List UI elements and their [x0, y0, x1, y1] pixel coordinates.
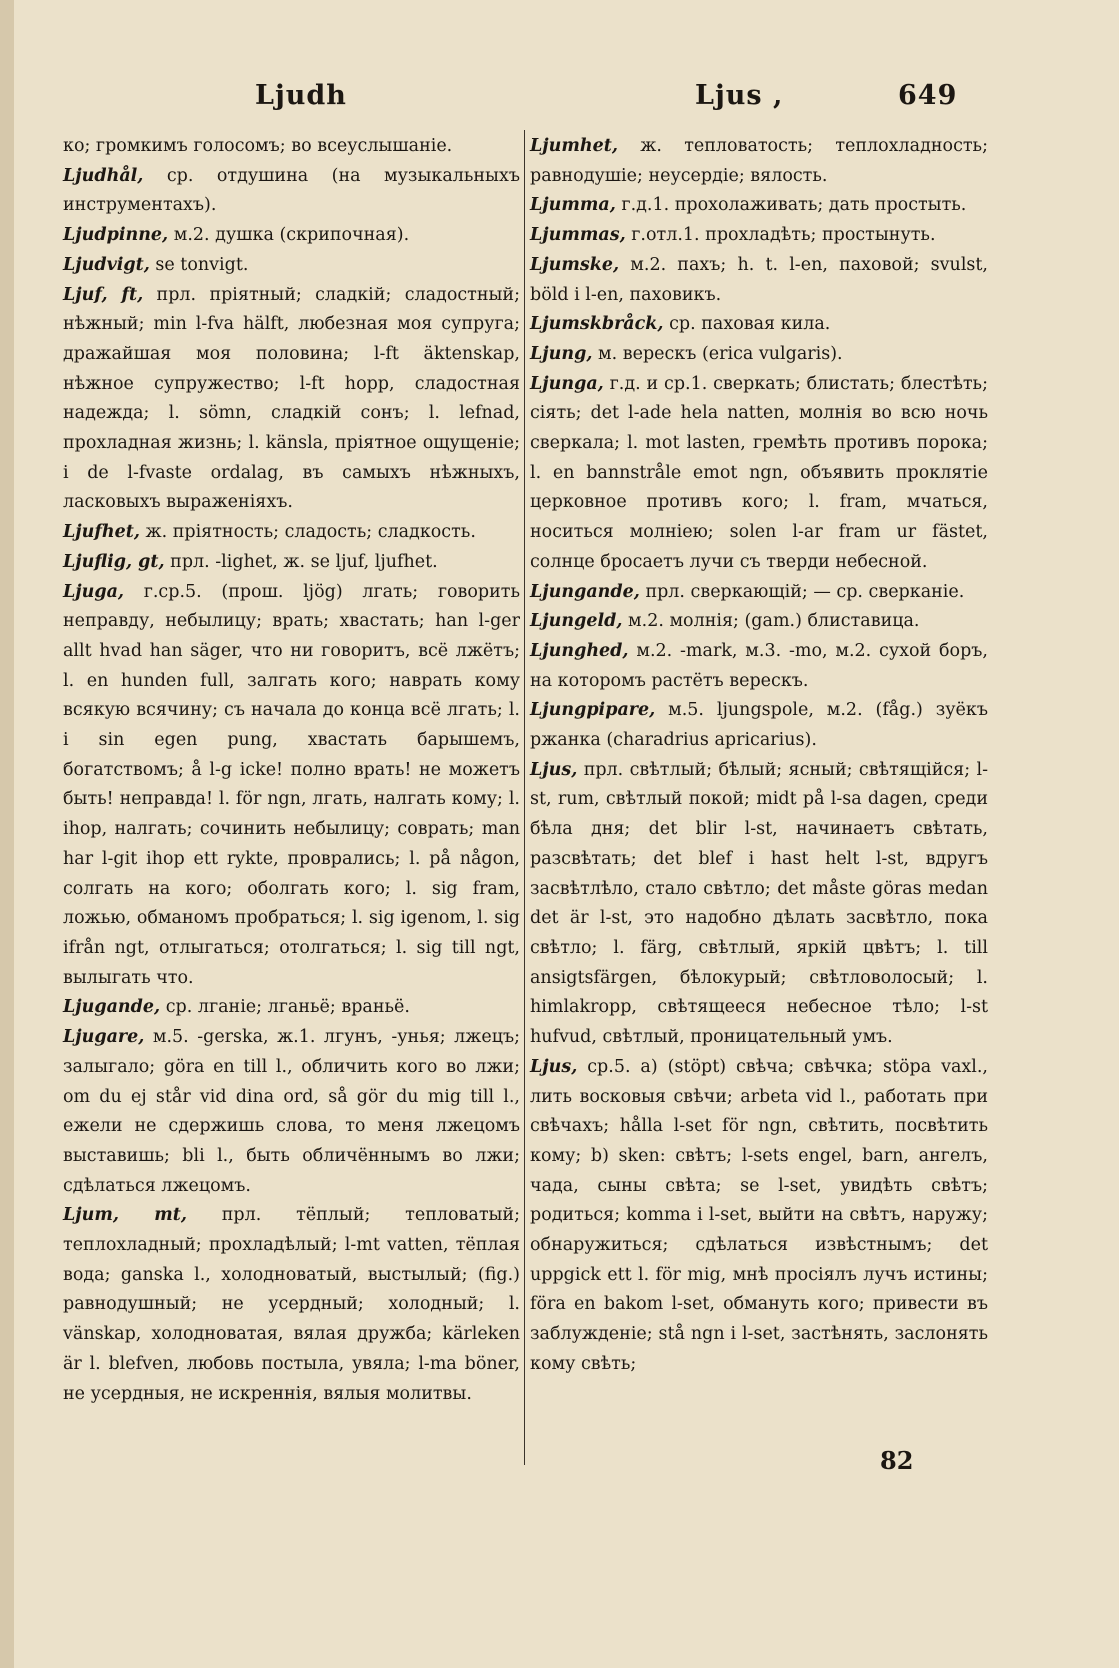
entry-headword: Ljungeld, [530, 611, 623, 632]
left-column [63, 132, 520, 1409]
dictionary-entry [63, 281, 520, 519]
page-edge [0, 0, 14, 1668]
entry-headword: Ljudhål, [63, 165, 144, 186]
entry-headword: Ljus, [530, 759, 578, 780]
entry-definition: г.д.1. прохолаживать; дать простыть. [621, 195, 967, 216]
dictionary-entry [63, 993, 520, 1023]
dictionary-entry [63, 1201, 520, 1409]
entry-headword: Ljugare, [63, 1027, 145, 1048]
entry-definition: ср. отдушина (на музыкальныхъ инструментахъ). [63, 165, 520, 216]
entry-headword: Ljummas, [530, 225, 626, 246]
dictionary-entry [63, 548, 520, 578]
header-right-guideword [695, 80, 783, 111]
entry-headword: Ljum, mt, [63, 1205, 187, 1226]
entry-headword: Ljumhet, [530, 136, 618, 156]
entry-definition: ж. тепловатость; теплохладность; равнодушіе; неусердіе; вялость. [530, 136, 988, 186]
entry-headword: Ljuflig, gt, [63, 551, 165, 572]
entry-headword: Ljus, [530, 1056, 578, 1077]
entry-definition: м. верескъ (erica vulgaris). [598, 343, 843, 364]
dictionary-entry [63, 1023, 520, 1201]
dictionary-entry [530, 221, 988, 251]
dictionary-entry [63, 578, 520, 994]
entry-headword: Ljuf, ft, [63, 284, 144, 305]
entry-definition: ко; громкимъ голосомъ; во всеуслышаніе. [63, 136, 453, 156]
dictionary-entry [530, 191, 988, 221]
dictionary-entry [530, 578, 988, 608]
entry-definition: м.2. молнія; (gam.) блиставица. [628, 611, 920, 632]
entry-definition: прл. тёплый; тепловатый; теплохладный; прохладѣлый; l-mt vatten, тёплая вода; ganska l., холодноватый, выстылый; (fig.) равнодушный; не усердный; холодный; l. vänskap, холодноватая, вялая дружба; kärleken är l. blefven, любовь постыла, увяла; l-ma böner, не усердныя, не искреннія, вялыя молитвы. [63, 1205, 520, 1404]
dictionary-entry [63, 518, 520, 548]
page-number: 649 [898, 80, 958, 111]
sheet-number: 82 [880, 1446, 914, 1475]
header-left-guideword: Ljudh [255, 80, 347, 111]
dictionary-entry [63, 251, 520, 281]
entry-definition: м.2. пахъ; h. t. l-en, паховой; svulst, böld i l-en, паховикъ. [530, 254, 988, 305]
dictionary-entry [530, 370, 988, 578]
entry-definition: м.5. ljungspole, м.2. (fåg.) зуёкъ ржанка (charadrius apricarius). [530, 700, 988, 751]
dictionary-entry [63, 221, 520, 251]
dictionary-entry [530, 696, 988, 755]
entry-definition: м.2. -mark, м.3. -mo, м.2. сухой боръ, на которомъ растётъ верескъ. [530, 640, 988, 691]
entry-definition: г.д. и ср.1. сверкать; блистать; блестѣть; сіять; det l-ade hela natten, молнія во всю ночь сверкала; l. mot lasten, гремѣть противъ порока; l. en bannstråle emot ngn, объявить проклятіе церковное противъ кого; l. fram, мчаться, носиться молніею; solen l-ar fram ur fästet, солнце бросаетъ лучи съ тверди небесной. [530, 373, 988, 572]
dictionary-entry [530, 1053, 988, 1380]
entry-headword: Ljungpipare, [530, 700, 656, 721]
entry-definition: прл. пріятный; сладкій; сладостный; нѣжный; min l-fva hälft, любезная моя супруга; дражайшая моя половина; l-ft äktenskap, нѣжное супружество; l-ft hopp, сладостная надежда; l. sömn, сладкій сонъ; l. lefnad, прохладная жизнь; l. känsla, пріятное ощущеніе; i de l-fvaste ordalag, въ самыхъ нѣжныхъ, ласковыхъ выраженіяхъ. [63, 284, 520, 513]
entry-definition: прл. -lighet, ж. se ljuf, ljufhet. [170, 551, 438, 572]
entry-definition: ср.5. a) (stöpt) свѣча; свѣчка; stöpa vaxl., лить восковыя свѣчи; arbeta vid l., работать при свѣчахъ; hålla l-set för ngn, свѣтить, посвѣтить кому; b) sken: свѣтъ; l-sets engel, barn, ангелъ, чада, сыны свѣта; se l-set, увидѣть свѣтъ; родиться; komma i l-set, выйти на свѣтъ, наружу; обнаружиться; сдѣлаться извѣстнымъ; det uppgick ett l. för mig, мнѣ просіялъ лучъ истины; föra en bakom l-set, обмануть кого; привести въ заблужденіе; stå ngn i l-set, застѣнять, заслонять кому свѣть; [530, 1056, 988, 1374]
header-right-mark: , [773, 80, 784, 111]
entry-headword: Ljumma, [530, 195, 616, 216]
entry-definition: ср. лганіе; лганьё; враньё. [165, 997, 410, 1018]
entry-definition: м.5. -gerska, ж.1. лгунъ, -унья; лжецъ; залыгало; göra en till l., обличить кого во лжи; om du ej står vid dina ord, så gör du mig till l., ежели не сдержишь слова, то меня лжецомъ выставишь; bli l., быть обличённымъ во лжи; сдѣлаться лжецомъ. [63, 1027, 520, 1196]
entry-headword: Ljumskbråck, [530, 314, 664, 335]
right-column [530, 132, 988, 1380]
entry-headword: Ljungande, [530, 581, 640, 602]
dictionary-entry [530, 340, 988, 370]
entry-headword: Ljufhet, [63, 522, 140, 543]
entry-definition: прл. сверкающій; — ср. сверканіе. [645, 581, 965, 602]
header-right-word: Ljus [695, 80, 763, 111]
entry-headword: Ljunghed, [530, 640, 629, 661]
dictionary-entry [530, 637, 988, 696]
entry-headword: Ljudpinne, [63, 225, 169, 246]
entry-definition: ср. паховая кила. [669, 314, 831, 335]
dictionary-entry [63, 162, 520, 221]
entry-headword: Ljunga, [530, 373, 604, 394]
entry-definition: прл. свѣтлый; бѣлый; ясный; свѣтящійся; l-st, rum, свѣтлый покой; midt på l-sa dagen, среди бѣла дня; det blir l-st, начинаетъ свѣтать, разсвѣтать; det blef i hast helt l-st, вдругъ засвѣтлѣло, стало свѣтло; det måste göras medan det är l-st, это надобно дѣлать засвѣтло, пока свѣтло; l. färg, свѣтлый, яркій цвѣтъ; l. till ansigtsfärgen, бѣлокурый; свѣтловолосый; l. himlakropp, свѣтящееся небесное тѣло; l-st hufvud, свѣтлый, проницательный умъ. [530, 759, 988, 1048]
column-divider [524, 130, 525, 1465]
dictionary-entry [530, 310, 988, 340]
dictionary-entry [530, 132, 988, 191]
entry-headword: Ljugande, [63, 997, 161, 1018]
entry-definition: г.отл.1. прохладѣть; простынуть. [631, 225, 936, 246]
entry-definition: м.2. душка (скрипочная). [173, 225, 410, 246]
entry-headword: Ljudvigt, [63, 254, 150, 275]
entry-headword: Ljung, [530, 343, 593, 364]
entry-definition: ж. пріятность; сладость; сладкость. [145, 522, 476, 543]
dictionary-entry [530, 607, 988, 637]
entry-headword: Ljuga, [63, 581, 125, 602]
entry-definition: se tonvigt. [155, 254, 249, 275]
entry-headword: Ljumske, [530, 254, 620, 275]
dictionary-entry [530, 251, 988, 310]
entry-definition: г.ср.5. (прош. ljög) лгать; говорить неправду, небылицу; врать; хвастать; han l-ger allt hvad han säger, что ни говоритъ, всё лжётъ; l. en hunden full, залгать кого; наврать кому всякую всячину; съ начала до конца всё лгать; l. i sin egen pung, хвастать барышемъ, богатствомъ; å l-g icke! полно врать! не можетъ быть! неправда! l. för ngn, лгать, налгать кому; l. ihop, налгать; сочинить небылицу; соврать; man har l-git ihop ett rykte, проврались; l. på någon, солгать на кого; оболгать кого; l. sig fram, ложью, обманомъ пробраться; l. sig igenom, l. sig ifrån ngt, отлыгаться; отолгаться; l. sig till ngt, вылыгать что. [63, 581, 520, 988]
dictionary-entry [530, 756, 988, 1053]
dictionary-entry [63, 132, 520, 162]
